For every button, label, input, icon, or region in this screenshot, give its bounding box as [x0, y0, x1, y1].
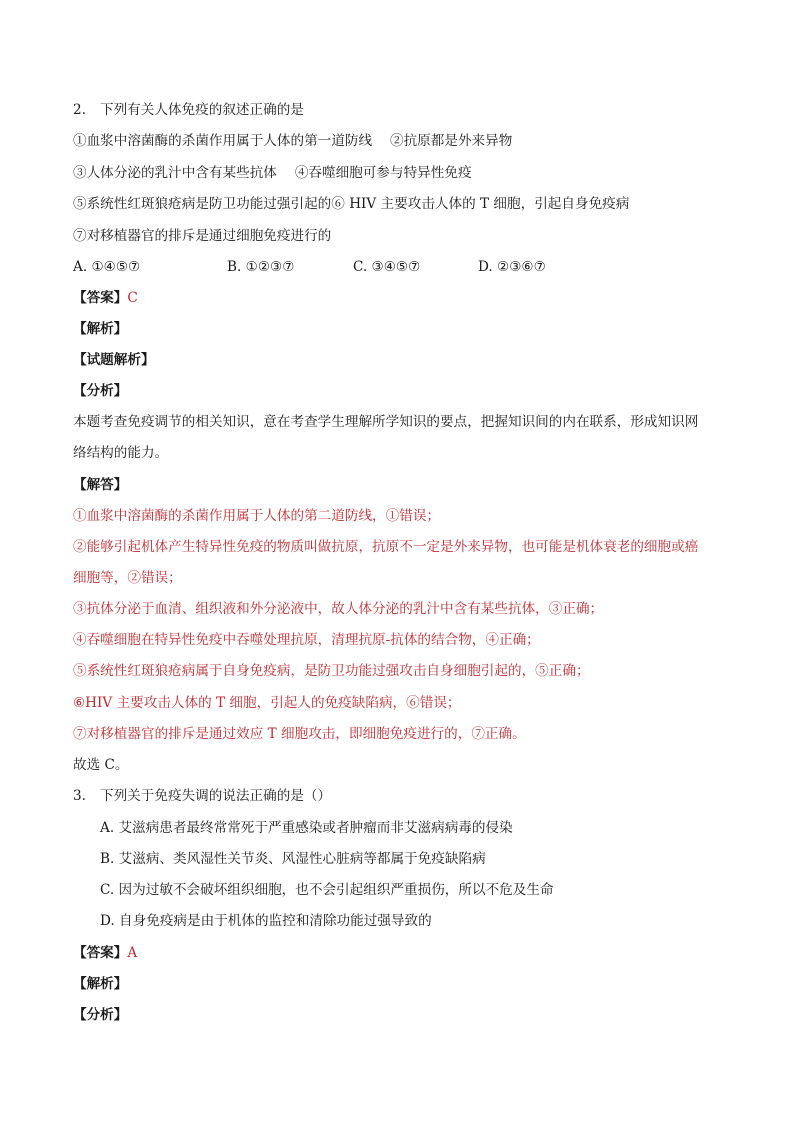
option-d: D. ②③⑥⑦: [478, 259, 546, 275]
option-c: C. ③④⑤⑦: [353, 259, 421, 275]
answer-value: A: [127, 945, 138, 961]
question-number: 2.: [73, 102, 86, 118]
question-text: 下列有关人体免疫的叙述正确的是: [100, 102, 304, 118]
answer-line: [73, 289, 138, 307]
solution-line: ①血浆中溶菌酶的杀菌作用属于人体的第二道防线，①错误；: [73, 508, 441, 524]
question-2-stem: [73, 101, 304, 119]
question-number: 3.: [73, 788, 86, 804]
statement-line: ①血浆中溶菌酶的杀菌作用属于人体的第一道防线 ②抗原都是外来异物: [73, 133, 513, 149]
option-a: A. ①④⑤⑦: [73, 259, 141, 275]
shiti-jiexi-heading: 【试题解析】: [73, 352, 155, 368]
question-3-stem: [73, 787, 331, 805]
question-text: 下列关于免疫失调的说法正确的是（）: [100, 788, 332, 804]
analysis-text: 络结构的能力。: [73, 445, 169, 461]
answer-label: 【答案】: [73, 290, 128, 306]
answer-label: 【答案】: [73, 945, 128, 961]
conclusion-line: 故选 C。: [73, 757, 129, 773]
solution-line: ②能够引起机体产生特异性免疫的物质叫做抗原，抗原不一定是外来异物，也可能是机体衰老的细胞或癌: [73, 539, 699, 555]
analysis-text: 本题考查免疫调节的相关知识，意在考查学生理解所学知识的要点，把握知识间的内在联系，形成知识网: [73, 414, 699, 430]
solution-line: 细胞等，②错误；: [73, 570, 182, 586]
option-a: A. 艾滋病患者最终常常死于严重感染或者肿瘤而非艾滋病病毒的侵染: [100, 820, 513, 836]
jiexi-heading: 【解析】: [73, 321, 128, 337]
options-row: [73, 258, 723, 276]
jiexi-heading: 【解析】: [73, 976, 128, 992]
solution-line: ⑤系统性红斑狼疮病属于自身免疫病，是防卫功能过强攻击自身细胞引起的，⑤正确；: [73, 663, 590, 679]
solution-line: ③抗体分泌于血清、组织液和外分泌液中，故人体分泌的乳汁中含有某些抗体，③正确；: [73, 601, 604, 617]
option-b: B. 艾滋病、类风湿性关节炎、风湿性心脏病等都属于免疫缺陷病: [100, 851, 486, 867]
solution-line: ⑥HIV 主要攻击人体的 T 细胞，引起人的免疫缺陷病，⑥错误；: [73, 695, 461, 711]
statement-line: ⑦对移植器官的排斥是通过细胞免疫进行的: [73, 228, 332, 244]
jieda-heading: 【解答】: [73, 477, 128, 493]
solution-line: ④吞噬细胞在特异性免疫中吞噬处理抗原，清理抗原-抗体的结合物，④正确；: [73, 632, 540, 648]
solution-line: ⑦对移植器官的排斥是通过效应 T 细胞攻击，即细胞免疫进行的，⑦正确。: [73, 726, 526, 742]
answer-value: C: [127, 290, 138, 306]
option-c: C. 因为过敏不会破坏组织细胞，也不会引起组织严重损伤，所以不危及生命: [100, 882, 554, 898]
statement-line: ⑤系统性红斑狼疮病是防卫功能过强引起的⑥ HIV 主要攻击人体的 T 细胞，引起自身免疫病: [73, 196, 630, 212]
option-b: B. ①②③⑦: [227, 259, 295, 275]
fenxi-heading: 【分析】: [73, 383, 128, 399]
fenxi-heading: 【分析】: [73, 1007, 128, 1023]
option-d: D. 自身免疫病是由于机体的监控和清除功能过强导致的: [100, 913, 432, 929]
answer-line: [73, 944, 137, 962]
statement-line: ③人体分泌的乳汁中含有某些抗体 ④吞噬细胞可参与特异性免疫: [73, 165, 472, 181]
